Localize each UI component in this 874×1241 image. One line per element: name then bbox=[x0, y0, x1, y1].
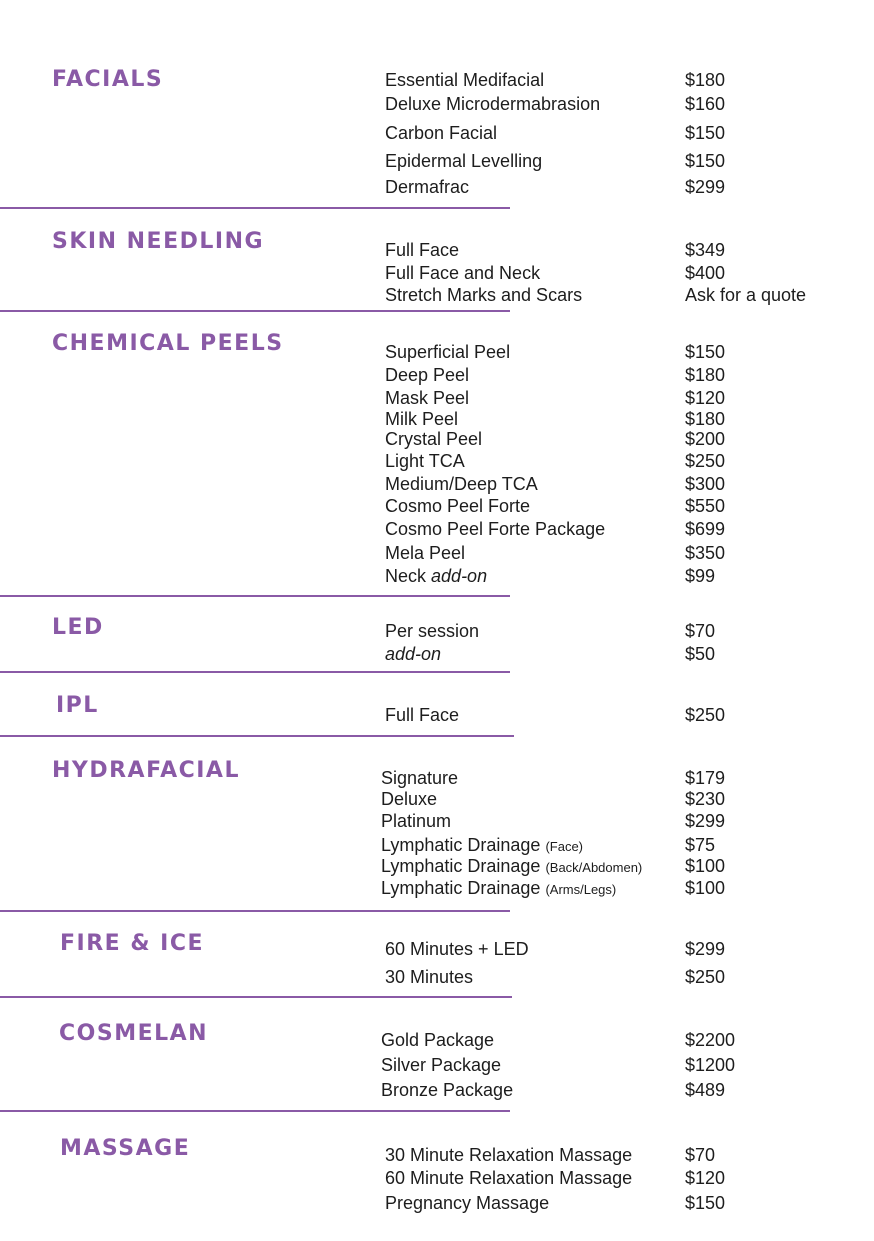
treatment-price: Ask for a quote bbox=[685, 285, 807, 305]
treatment-price: $489 bbox=[685, 1080, 726, 1100]
price-row bbox=[385, 620, 874, 642]
section-divider bbox=[0, 735, 514, 737]
price-row bbox=[381, 1029, 874, 1051]
treatment-price: $350 bbox=[685, 543, 726, 563]
section-divider bbox=[0, 996, 512, 998]
price-row bbox=[385, 450, 874, 472]
treatment-price: $299 bbox=[685, 939, 726, 959]
section-title-hydrafacial: HYDRAFACIAL bbox=[52, 758, 240, 783]
price-row bbox=[385, 387, 874, 409]
price-row bbox=[385, 1167, 874, 1189]
treatment-name-text: Pregnancy Massage bbox=[385, 1193, 550, 1213]
treatment-name-text: Lymphatic Drainage bbox=[381, 835, 541, 855]
treatment-name-text: Full Face bbox=[385, 240, 460, 260]
treatment-price: $2200 bbox=[685, 1030, 736, 1050]
section-title-fire-and-ice: FIRE & ICE bbox=[60, 931, 205, 956]
treatment-name bbox=[385, 473, 538, 495]
treatment-price: $550 bbox=[685, 496, 726, 516]
treatment-name bbox=[385, 1167, 632, 1189]
section-title-massage: MASSAGE bbox=[60, 1136, 191, 1161]
treatment-name bbox=[385, 387, 469, 409]
treatment-name bbox=[381, 877, 616, 901]
treatment-name bbox=[385, 408, 458, 430]
treatment-name-text: Crystal Peel bbox=[385, 429, 483, 449]
price-row bbox=[381, 767, 874, 789]
price-row bbox=[385, 364, 874, 386]
treatment-name-text: Deluxe Microdermabrasion bbox=[385, 94, 601, 114]
add-on-label: add-on bbox=[385, 644, 442, 664]
price-row bbox=[385, 542, 874, 564]
treatment-name bbox=[385, 518, 605, 540]
treatment-name bbox=[381, 1029, 494, 1051]
price-row bbox=[381, 810, 874, 832]
treatment-name bbox=[385, 966, 473, 988]
price-row bbox=[385, 239, 874, 261]
price-row bbox=[385, 262, 874, 284]
treatment-name-text: Lymphatic Drainage bbox=[381, 856, 541, 876]
section-divider bbox=[0, 207, 510, 209]
treatment-name-text: Essential Medifacial bbox=[385, 70, 545, 90]
price-row bbox=[381, 788, 874, 810]
treatment-price: $230 bbox=[685, 789, 726, 809]
price-row bbox=[385, 518, 874, 540]
section-title-cosmelan: COSMELAN bbox=[59, 1021, 209, 1046]
treatment-price: $250 bbox=[685, 967, 726, 987]
treatment-name-text: Superficial Peel bbox=[385, 342, 511, 362]
treatment-name bbox=[385, 239, 459, 261]
treatment-name bbox=[385, 93, 600, 115]
treatment-price: $400 bbox=[685, 263, 726, 283]
treatment-name-text: Cosmo Peel Forte bbox=[385, 496, 531, 516]
treatment-name bbox=[385, 262, 540, 284]
treatment-name bbox=[385, 428, 482, 450]
price-row bbox=[385, 1192, 874, 1214]
treatment-name bbox=[381, 1054, 501, 1076]
treatment-price: $1200 bbox=[685, 1055, 736, 1075]
treatment-name-text: Bronze Package bbox=[381, 1080, 514, 1100]
treatment-name bbox=[381, 767, 458, 789]
treatment-name-text: Epidermal Levelling bbox=[385, 151, 543, 171]
treatment-name bbox=[381, 1079, 513, 1101]
treatment-name-text: Medium/Deep TCA bbox=[385, 474, 538, 494]
price-row bbox=[385, 1144, 874, 1166]
price-row bbox=[385, 643, 874, 665]
price-row bbox=[385, 428, 874, 450]
treatment-name-text: Carbon Facial bbox=[385, 123, 498, 143]
treatment-price: $70 bbox=[685, 621, 716, 641]
price-row bbox=[385, 122, 874, 144]
treatment-name-text: Dermafrac bbox=[385, 177, 470, 197]
price-row bbox=[385, 176, 874, 198]
price-row bbox=[385, 408, 874, 430]
treatment-price: $300 bbox=[685, 474, 726, 494]
treatment-price: $150 bbox=[685, 342, 726, 362]
price-row bbox=[381, 834, 874, 856]
section-title-ipl: IPL bbox=[56, 693, 99, 718]
treatment-price: $150 bbox=[685, 123, 726, 143]
price-row bbox=[385, 150, 874, 172]
price-row bbox=[385, 473, 874, 495]
treatment-name-text: Full Face bbox=[385, 705, 460, 725]
price-row bbox=[385, 495, 874, 517]
treatment-area-note: (Face) bbox=[545, 839, 583, 854]
treatment-name bbox=[385, 643, 441, 665]
treatment-price: $250 bbox=[685, 705, 726, 725]
treatment-price: $120 bbox=[685, 1168, 726, 1188]
price-row bbox=[385, 69, 874, 91]
treatment-price: $349 bbox=[685, 240, 726, 260]
treatment-name-text: Silver Package bbox=[381, 1055, 502, 1075]
treatment-name-text: Mela Peel bbox=[385, 543, 466, 563]
treatment-name bbox=[385, 565, 487, 587]
treatment-name-text: Stretch Marks and Scars bbox=[385, 285, 583, 305]
treatment-price: $75 bbox=[685, 835, 716, 855]
price-row bbox=[385, 704, 874, 726]
treatment-name-text: Signature bbox=[381, 768, 459, 788]
treatment-name-text: Deluxe bbox=[381, 789, 438, 809]
section-divider bbox=[0, 310, 510, 312]
treatment-name-text: Mask Peel bbox=[385, 388, 470, 408]
treatment-price: $100 bbox=[685, 856, 726, 876]
treatment-price: $299 bbox=[685, 177, 726, 197]
treatment-price: $150 bbox=[685, 151, 726, 171]
treatment-name-text: Platinum bbox=[381, 811, 452, 831]
section-title-led: LED bbox=[52, 615, 104, 640]
price-row bbox=[381, 877, 874, 899]
treatment-price: $150 bbox=[685, 1193, 726, 1213]
price-row bbox=[381, 1079, 874, 1101]
price-row bbox=[385, 341, 874, 363]
section-title-skin-needling: SKIN NEEDLING bbox=[52, 229, 265, 254]
treatment-name bbox=[385, 704, 459, 726]
price-row bbox=[385, 966, 874, 988]
treatment-name bbox=[385, 1192, 549, 1214]
treatment-name bbox=[385, 450, 465, 472]
treatment-name bbox=[385, 620, 479, 642]
treatment-name bbox=[385, 1144, 632, 1166]
price-row bbox=[381, 1054, 874, 1076]
treatment-name-text: 60 Minutes + LED bbox=[385, 939, 529, 959]
treatment-name-text: Neck bbox=[385, 566, 427, 586]
treatment-price: $180 bbox=[685, 409, 726, 429]
treatment-name bbox=[385, 122, 497, 144]
treatment-price: $70 bbox=[685, 1145, 716, 1165]
treatment-name bbox=[381, 788, 437, 810]
treatment-name bbox=[385, 284, 582, 306]
treatment-name-text: 60 Minute Relaxation Massage bbox=[385, 1168, 633, 1188]
treatment-price: $100 bbox=[685, 878, 726, 898]
treatment-name-text: Cosmo Peel Forte Package bbox=[385, 519, 606, 539]
section-divider bbox=[0, 671, 510, 673]
treatment-name bbox=[385, 150, 542, 172]
treatment-name bbox=[385, 69, 544, 91]
section-title-chemical-peels: CHEMICAL PEELS bbox=[52, 331, 284, 356]
treatment-name-text: 30 Minutes bbox=[385, 967, 474, 987]
treatment-name bbox=[381, 810, 451, 832]
section-divider bbox=[0, 1110, 510, 1112]
treatment-price: $50 bbox=[685, 644, 716, 664]
treatment-price: $180 bbox=[685, 70, 726, 90]
treatment-price: $250 bbox=[685, 451, 726, 471]
treatment-price: $179 bbox=[685, 768, 726, 788]
treatment-price: $299 bbox=[685, 811, 726, 831]
section-divider bbox=[0, 910, 510, 912]
treatment-name-text: Light TCA bbox=[385, 451, 465, 471]
treatment-price: $180 bbox=[685, 365, 726, 385]
treatment-price: $699 bbox=[685, 519, 726, 539]
treatment-name-text: Lymphatic Drainage bbox=[381, 878, 541, 898]
treatment-price: $160 bbox=[685, 94, 726, 114]
treatment-name bbox=[385, 542, 465, 564]
treatment-name bbox=[385, 176, 469, 198]
treatment-name bbox=[385, 341, 510, 363]
section-title-facials: FACIALS bbox=[52, 67, 164, 92]
price-row bbox=[385, 284, 874, 306]
treatment-area-note: (Arms/Legs) bbox=[545, 882, 617, 897]
treatment-name-text: Deep Peel bbox=[385, 365, 470, 385]
treatment-name bbox=[385, 495, 530, 517]
price-row bbox=[381, 855, 874, 877]
treatment-name-text: Full Face and Neck bbox=[385, 263, 541, 283]
treatment-name-text: Per session bbox=[385, 621, 480, 641]
price-row bbox=[385, 565, 874, 587]
price-row bbox=[385, 938, 874, 960]
treatment-name bbox=[385, 938, 529, 960]
add-on-label: add-on bbox=[431, 566, 488, 586]
treatment-name bbox=[381, 855, 642, 879]
treatment-price: $99 bbox=[685, 566, 716, 586]
treatment-price: $200 bbox=[685, 429, 726, 449]
treatment-name bbox=[385, 364, 469, 386]
treatment-name-text: 30 Minute Relaxation Massage bbox=[385, 1145, 633, 1165]
treatment-area-note: (Back/Abdomen) bbox=[545, 860, 643, 875]
treatment-price: $120 bbox=[685, 388, 726, 408]
price-row bbox=[385, 93, 874, 115]
section-divider bbox=[0, 595, 510, 597]
treatment-name-text: Milk Peel bbox=[385, 409, 459, 429]
treatment-name-text: Gold Package bbox=[381, 1030, 495, 1050]
